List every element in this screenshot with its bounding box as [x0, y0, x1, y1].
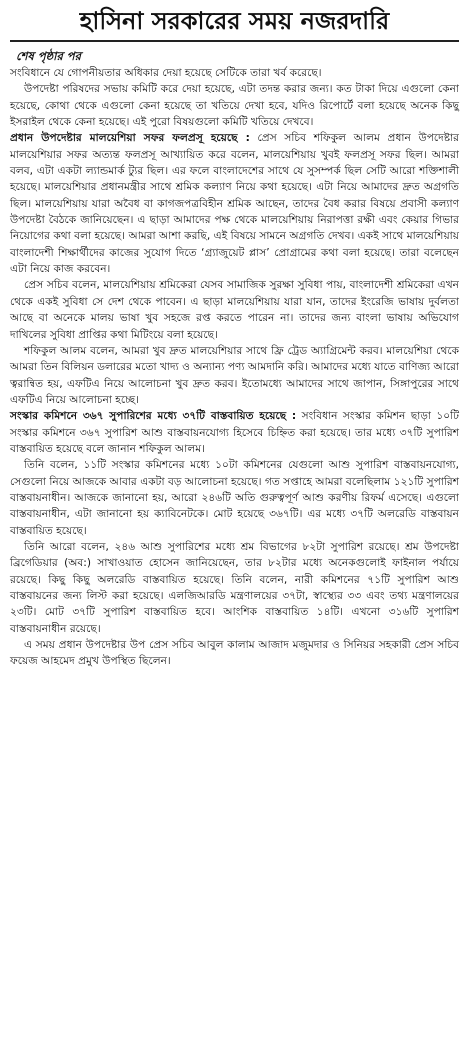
continued-from-label: শেষ পৃষ্ঠার পর — [16, 49, 81, 63]
paragraph-text: প্রেস সচিব শফিকুল আলম প্রধান উপদেষ্টার মালয়েশিয়ার সফর অত্যন্ত ফলপ্রসূ আখ্যায়িত করে বলেন, মালয়েশিয়ায় খুবই ফলপ্রসূ সফর ছিল। আমরা বলব, এটা একটা ল্যান্ডমার্ক ট্যুর ছিল। এর ফলে বাংলাদেশের সাথে যে সুসম্পর্ক ছিল সেটি আরো শক্তিশালী হয়েছে। মালয়েশিয়ার প্রধানমন্ত্রীর সাথে শ্রমিক কল্যাণ নিয়ে কথা হয়েছে। এটা নিয়ে আমাদের দ্রুত অগ্রগতি ছিল। মালয়েশিয়ায় যারা অবৈধ বা কাগজপত্রবিহীন শ্রমিক আছেন, তাদের বৈধ করার বিষয়ে প্রবাসী কল্যাণ উপদেষ্টা বৈঠকে জানিয়েছেন। এ ছাড়া আমাদের পক্ষ থেকে মালয়েশিয়ায় নিরাপত্তা রক্ষী এবং কেয়ার গিভার নিয়োগের কথা বলা হয়েছে। আমরা আশা করছি, এই বিষয়ে সামনে অগ্রগতি দেখব। একই সাথে মালয়েশিয়ায় বাংলাদেশী শিক্ষার্থীদের কাজের সুযোগ দিতে ‘গ্র্যাজুয়েট প্লাস’ প্রোগ্রামের কথা বলা হয়েছে। তারা বলেছেন এটা নিয়ে কাজ করবেন। — [10, 132, 459, 276]
paragraph-text: সংবিধানে যে গোপনীয়তার অধিকার দেয়া হয়েছে সেটিকে তারা খর্ব করেছে। — [10, 67, 322, 79]
subheading-malaysia-visit: প্রধান উপদেষ্টার মালয়েশিয়া সফর ফলপ্রসূ হয়েছে : — [10, 132, 250, 145]
paragraph-7 — [10, 457, 459, 539]
paragraph-text: শফিকুল আলম বলেন, আমরা খুব দ্রুত মালয়েশিয়ার সাথে ফ্রি ট্রেড অ্যাগ্রিমেন্ট করব। মালয়েশিয়া থেকে আমরা তিন বিলিয়ন ডলারের মতো খাদ্য ও অন্যান্য পণ্য আমদানি করি। আমাদের মধ্যে যাতে বাণিজ্য আরো ত্বরান্বিত হয়, এফটিএ নিয়ে আলোচনা খুব দ্রুত করব। ইতোমধ্যে আমাদের সাথে জাপান, সিঙ্গাপুরের সাথে এফটিএ নিয়ে আলোচনা হচ্ছে। — [10, 344, 459, 406]
paragraph-6 — [10, 408, 459, 457]
paragraph-text: তিনি আরো বলেন, ২৪৬ আশু সুপারিশের মধ্যে শ্রম বিভাগের ৮২টা সুপারিশ রয়েছে। শ্রম উপদেষ্টা ব্রিগেডিয়ার (অব:) সাখাওয়াত হোসেন জানিয়েছেন, তার ৮২টার মধ্যে অনেকগুলোই ফাইনাল পর্যায়ে রয়েছে। কিছু কিছু অলরেডি বাস্তবায়িত হয়েছে। তিনি বলেন, নারী কমিশনের ৭১টি সুপারিশ আশু বাস্তবায়নের জন্য লিস্ট করা হয়েছে। এলজিআরডি মন্ত্রণালয়ের ৩৭টা, স্বাস্থ্যের ৩৩ এবং তথ্য মন্ত্রণালয়ের ২৩টি। মোট ৩৭টি সুপারিশ বাস্তবায়িত হবে। আংশিক বাস্তবায়িত ১৪টি। এখনো ৩১৬টি সুপারিশ বাস্তবায়নাধীন রয়েছে। — [10, 540, 459, 635]
paragraph-1 — [10, 65, 459, 81]
paragraph-4 — [10, 277, 459, 342]
subheading-reform-commission: সংস্কার কমিশনে ৩৬৭ সুপারিশের মধ্যে ৩৭টি বাস্তবায়িত হয়েছে : — [10, 410, 297, 423]
paragraph-8 — [10, 539, 459, 637]
paragraph-text: সংবিধান সংস্কার কমিশন ছাড়া ১০টি সংস্কার কমিশনে ৩৬৭ সুপারিশ আশু বাস্তবায়নযোগ্য হিসেবে চিহ্নিত করা হয়েছে। তার মধ্যে ৩৭টি সুপারিশ বাস্তবায়িত হয়েছে বলে জানান শফিকুল আলম। — [10, 410, 459, 455]
paragraph-2 — [10, 81, 459, 130]
paragraph-5 — [10, 343, 459, 408]
paragraph-text: প্রেস সচিব বলেন, মালয়েশিয়ায় শ্রমিকেরা যেসব সামাজিক সুরক্ষা সুবিধা পায়, বাংলাদেশী শ্রমিকেরা এখন থেকে একই সুবিধা সে দেশ থেকে পাবেন। এ ছাড়া মালয়েশিয়ায় যারা যান, তাদের ইংরেজি ভাষায় দুর্বলতা আছে বা অনেকে মালয় ভাষা খুব সহজে রপ্ত করতে পারেন না। তাদের জন্য বাংলা ভাষায় অভিযোগ দাখিলের সুবিধা প্রাপ্তির কথা মিটিংয়ে বলা হয়েছে। — [10, 279, 459, 341]
article-body — [10, 65, 459, 670]
paragraph-text: উপদেষ্টা পরিষদের সভায় কমিটি করে দেয়া হয়েছে, এটা তদন্ত করার জন্য। কত টাকা দিয়ে এগুলো কেনা হয়েছে, কোথা থেকে এগুলো কেনা হয়েছে তা খতিয়ে দেখা হবে, যদিও রিপোর্টে বলা হয়েছে অনেক কিছু ইসরাইল থেকে কেনা হয়েছে। এই পুরো বিষয়গুলো কমিটি খতিয়ে দেখবে। — [10, 83, 459, 129]
article-headline: হাসিনা সরকারের সময় নজরদারি — [10, 6, 459, 42]
paragraph-9 — [10, 637, 459, 670]
paragraph-text: তিনি বলেন, ১১টি সংস্কার কমিশনের মধ্যে ১০টা কমিশনের যেগুলো আশু সুপারিশ বাস্তবায়নযোগ্য, সেগুলো নিয়ে আজকে আবার একটা বড় আলোচনা হয়েছে। গত সপ্তাহে আমরা বলেছিলাম ১২১টি সুপারিশ বাস্তবায়নাধীন। আজকে জানানো হয়, আরো ২৪৬টি অতি গুরুত্বপূর্ণ আশু করণীয় রিফর্ম এসেছে। এগুলো বাস্তবায়নাধীন, এটা জানানো হয় ক্যাবিনেটকে। মোট হয়েছে ৩৬৭টি। এর মধ্যে ৩৭টি অলরেডি বাস্তবায়ন বাস্তবায়িত হয়েছে। — [10, 459, 459, 537]
paragraph-text: এ সময় প্রধান উপদেষ্টার উপ প্রেস সচিব আবুল কালাম আজাদ মজুমদার ও সিনিয়র সহকারী প্রেস সচিব ফয়েজ আহমেদ প্রমুখ উপস্থিত ছিলেন। — [10, 639, 459, 668]
paragraph-3 — [10, 130, 459, 277]
